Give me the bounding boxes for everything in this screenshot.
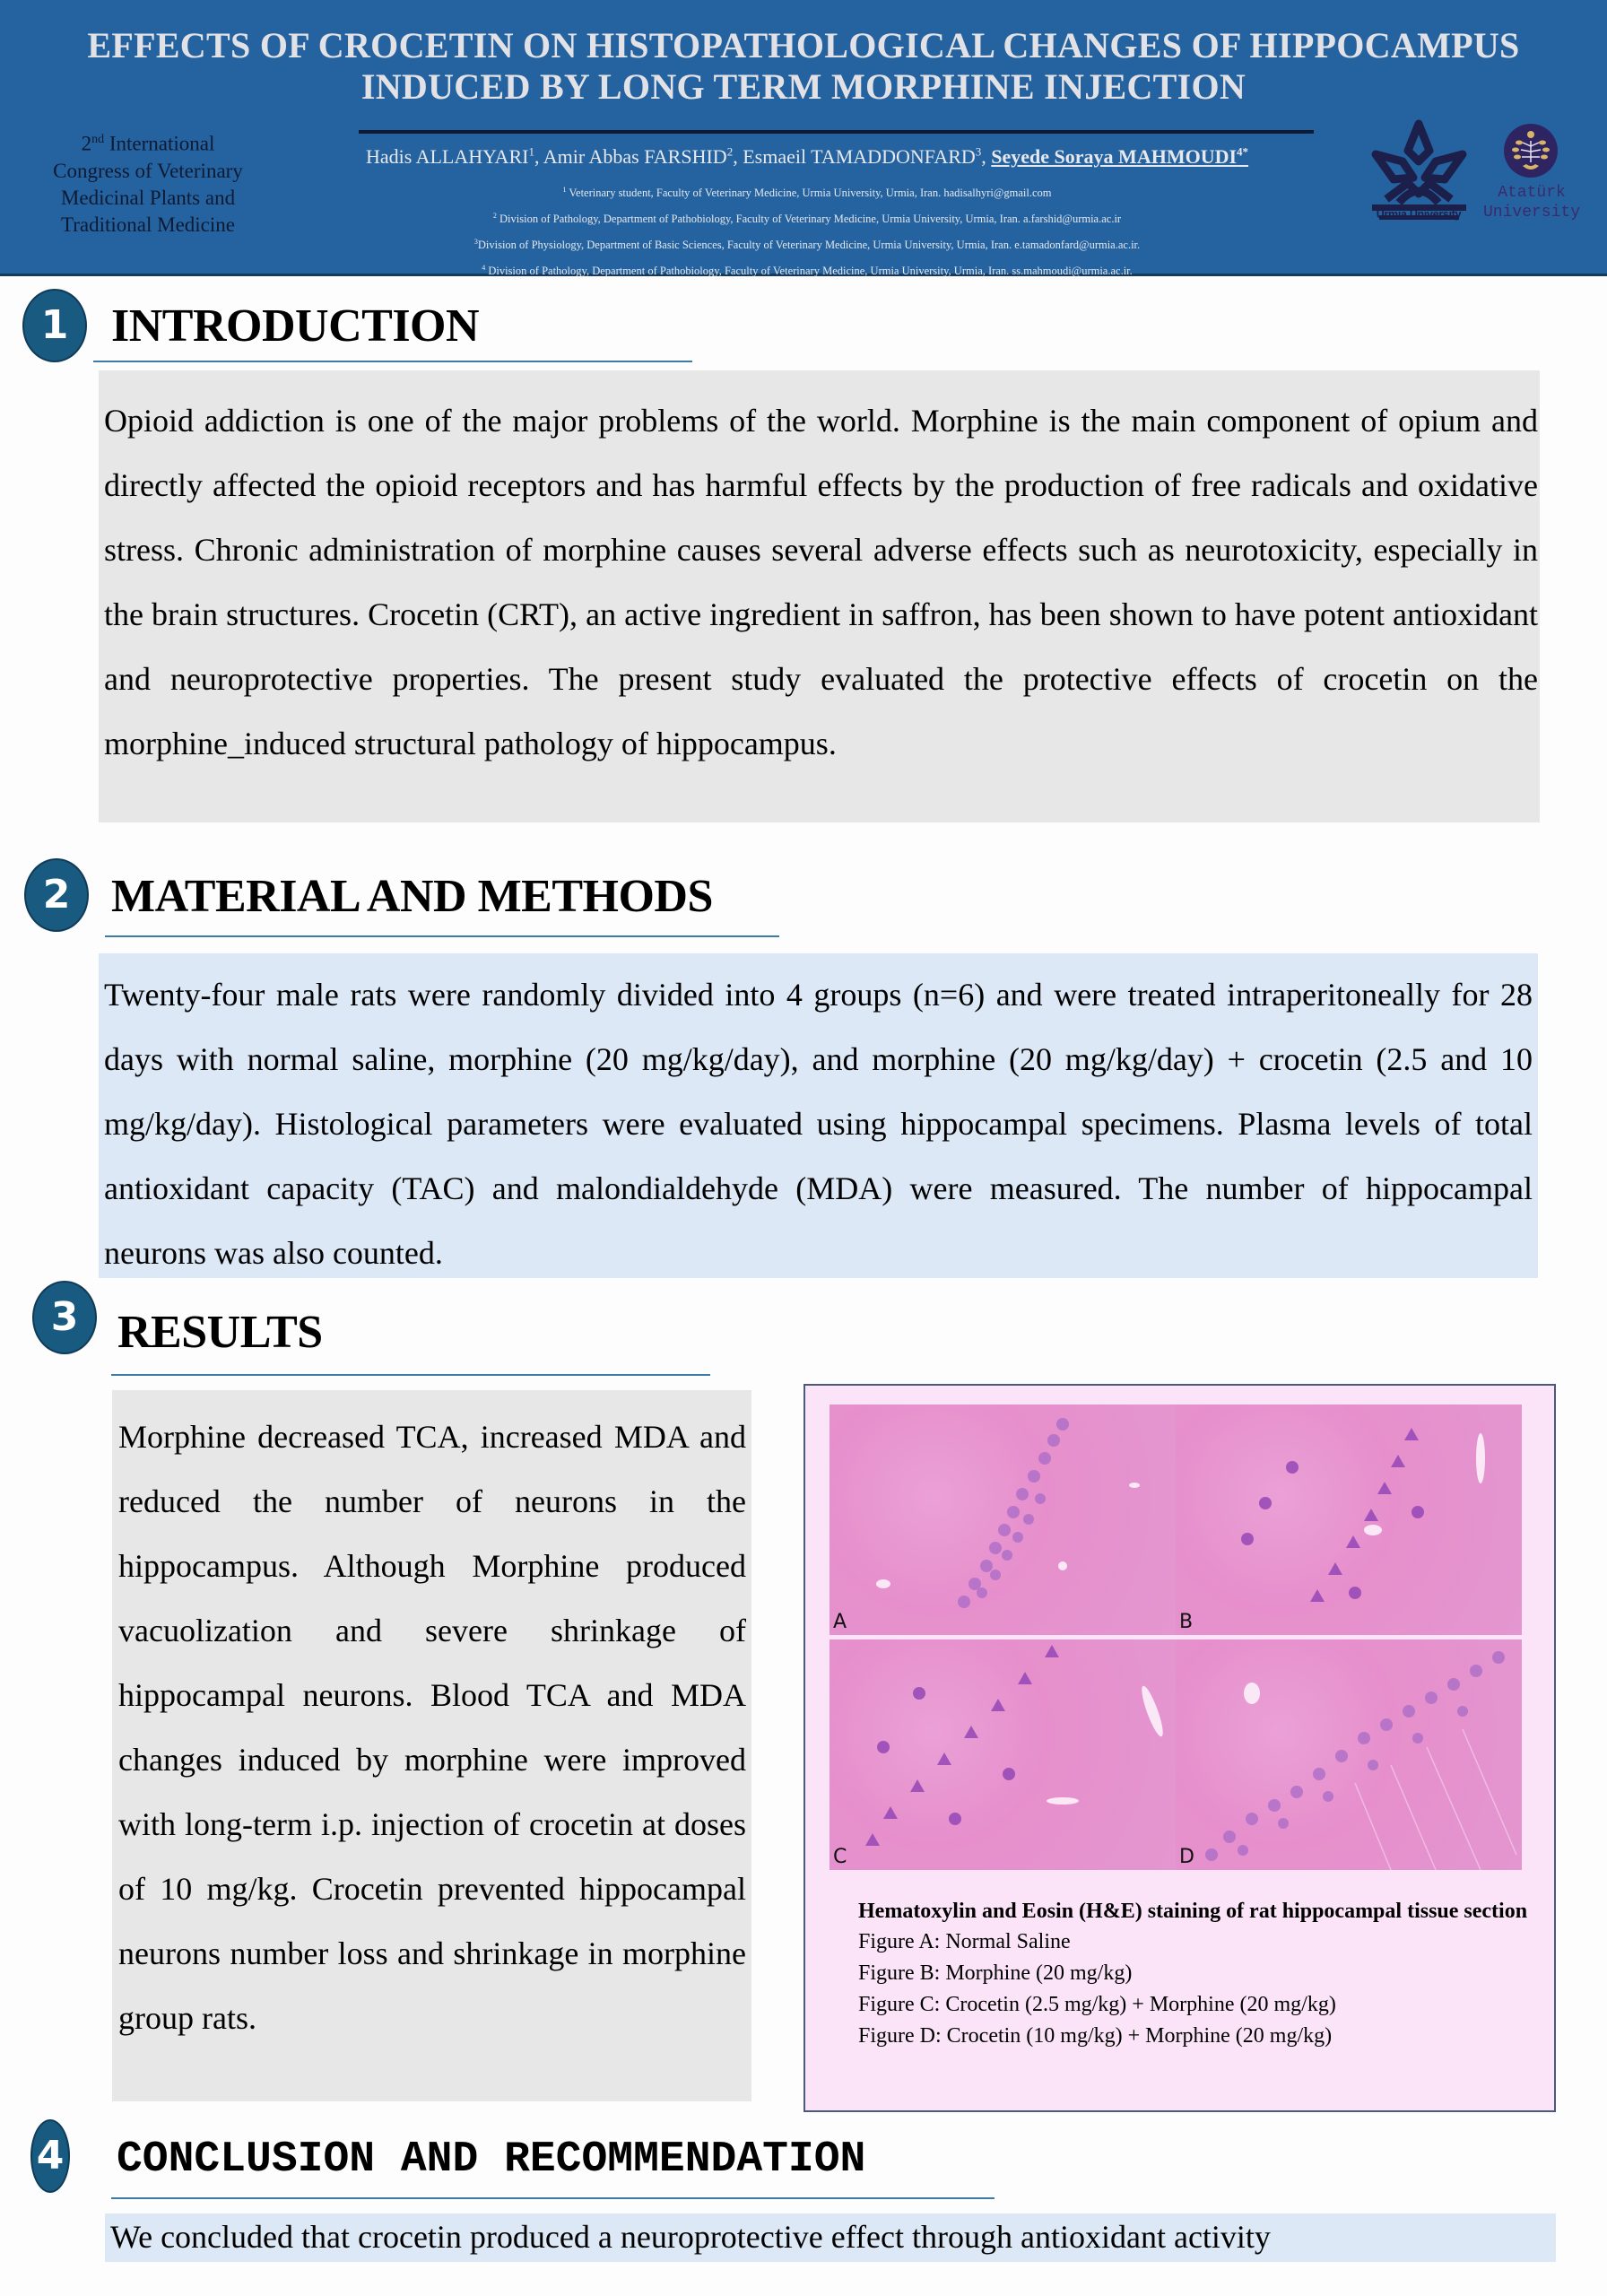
congress-line3: Medicinal Plants and (60, 186, 236, 209)
urmia-university-label: Urmia University (1376, 208, 1462, 221)
author-3: Esmaeil TAMADDONFARD$^3$, (743, 145, 992, 169)
affiliation-2: $^2$ Division of Pathology, Department of Pathobiology, Faculty of Veterinary Medicine, Urmia University, Urmia, Iran. a.farshid@urmia.ac.ir (492, 212, 1122, 226)
author-list (296, 140, 1318, 170)
introduction-heading: INTRODUCTION (111, 300, 480, 352)
congress-line2: Congress of Veterinary (53, 159, 243, 182)
panel-label-b: B (1179, 1611, 1194, 1633)
results-heading-rule (111, 1374, 710, 1376)
congress-ordinal: 2 (81, 132, 92, 155)
author-1: Hadis ALLAHYARI$^1$, (365, 145, 543, 169)
figure-caption-line-b: Figure B: Morphine (20 mg/kg) (858, 1961, 1133, 1985)
poster-header (0, 0, 1607, 276)
methods-text-box (99, 953, 1538, 1278)
figure-caption-line-c: Figure C: Crocetin (2.5 mg/kg) + Morphine (20 mg/kg) (858, 1993, 1336, 2016)
figure-caption (858, 1897, 1540, 2052)
affiliation-list (296, 178, 1318, 283)
panel-label-c: C (833, 1846, 847, 1868)
results-text-box (112, 1390, 751, 2101)
section-1-number-badge: 1 (22, 289, 87, 362)
title-divider (359, 130, 1314, 134)
figure-panel-b (1176, 1405, 1522, 1635)
poster-title-line2: INDUCED BY LONG TERM MORPHINE INJECTION (360, 66, 1247, 107)
poster-title (54, 25, 1553, 108)
congress-line4: Traditional Medicine (61, 213, 235, 236)
introduction-heading-rule (93, 361, 692, 362)
histology-image-b (1176, 1405, 1522, 1635)
panel-label-d: D (1179, 1846, 1194, 1868)
results-body: Morphine decreased TCA, increased MDA and reduced the number of neurons in the hippocampus. Although Morphine produced vacuolization and severe shrinkage of hippocampal neurons. Blood TCA and MDA changes induced by morphine were improved with long-term i.p. injection of crocetin at doses of 10 mg/kg. Crocetin prevented hippocampal neurons number loss and shrinkage in morphine group rats. (118, 1419, 746, 2036)
panel-label-a: A (833, 1611, 847, 1633)
congress-ordinal-suffix: nd (91, 133, 105, 146)
figure-panel-a (830, 1405, 1176, 1635)
section-4-number-badge: 4 (30, 2119, 70, 2193)
methods-body: Twenty-four male rats were randomly divided into 4 groups (n=6) and were treated intraperitoneally for 28 days with normal saline, morphine (20 mg/kg/day), and morphine (20 mg/kg/day) + crocetin (2.5 and 10 mg/kg/day). Histological parameters were evaluated using hippocampal specimens. Plasma levels of total antioxidant capacity (TAC) and malondialdehyde (MDA) were measured. The number of hippocampal neurons was also counted. (104, 977, 1533, 1271)
histology-image-c (830, 1639, 1176, 1870)
figure-caption-line-d: Figure D: Crocetin (10 mg/kg) + Morphine (20 mg/kg) (858, 2024, 1333, 2048)
histology-image-d (1176, 1639, 1522, 1870)
conclusion-heading-rule (111, 2197, 995, 2199)
figure-panel-d (1176, 1639, 1522, 1870)
section-3-number-badge: 3 (32, 1281, 97, 1354)
figure-caption-title: Hematoxylin and Eosin (H&E) staining of rat hippocampal tissue section (858, 1900, 1528, 1923)
conclusion-heading: CONCLUSION AND RECOMMENDATION (117, 2135, 866, 2184)
histology-figure (804, 1384, 1556, 2112)
congress-line1: International (104, 132, 215, 155)
conclusion-text-box (105, 2213, 1556, 2262)
methods-heading: MATERIAL AND METHODS (111, 871, 713, 922)
affiliation-3: $^3$Division of Physiology, Department of Basic Sciences, Faculty of Veterinary Medicine, Urmia University, Urmia, Iran. e.tamadonfard@urmia.ac.ir. (473, 238, 1141, 252)
ataturk-university-seal-icon (1503, 123, 1559, 178)
conclusion-body: We concluded that crocetin produced a neuroprotective effect through antioxidant activity (110, 2219, 1271, 2255)
figure-caption-line-a: Figure A: Normal Saline (858, 1930, 1071, 1953)
ataturk-university-label: Atatürk University (1482, 184, 1581, 222)
introduction-text-box (99, 370, 1540, 822)
histology-image-a (830, 1405, 1176, 1635)
introduction-body: Opioid addiction is one of the major problems of the world. Morphine is the main component of opium and directly affected the opioid receptors and has harmful effects by the production of free radicals and oxidative stress. Chronic administration of morphine causes several adverse effects such as neurotoxicity, especially in the brain structures. Crocetin (CRT), an active ingredient in saffron, has been shown to have potent antioxidant and neuroprotective properties. The present study evaluated the protective effects of crocetin on the morphine_induced structural pathology of hippocampus. (104, 403, 1538, 761)
poster-title-line1: EFFECTS OF CROCETIN ON HISTOPATHOLOGICAL CHANGES OF HIPPOCAMPUS (87, 25, 1520, 65)
congress-name (18, 126, 278, 239)
affiliation-4: $^4$ Division of Pathology, Department of Pathobiology, Faculty of Veterinary Medicine, Urmia University, Urmia, Iran. ss.mahmoudi@urmia.ac.ir. (482, 264, 1133, 278)
affiliation-1: $^1$ Veterinary student, Faculty of Veterinary Medicine, Urmia University, Urmia, Iran. hadisalhyri@gmail.com (562, 186, 1052, 200)
methods-heading-rule (105, 935, 779, 937)
section-2-number-badge: 2 (24, 858, 89, 932)
author-4-corresponding: Seyede Soraya $MAHMOUDI^{4*}$ (991, 145, 1249, 169)
figure-panel-c (830, 1639, 1176, 1870)
results-heading: RESULTS (117, 1307, 323, 1358)
author-2: Amir Abbas FARSHID$^2$, (543, 145, 743, 169)
